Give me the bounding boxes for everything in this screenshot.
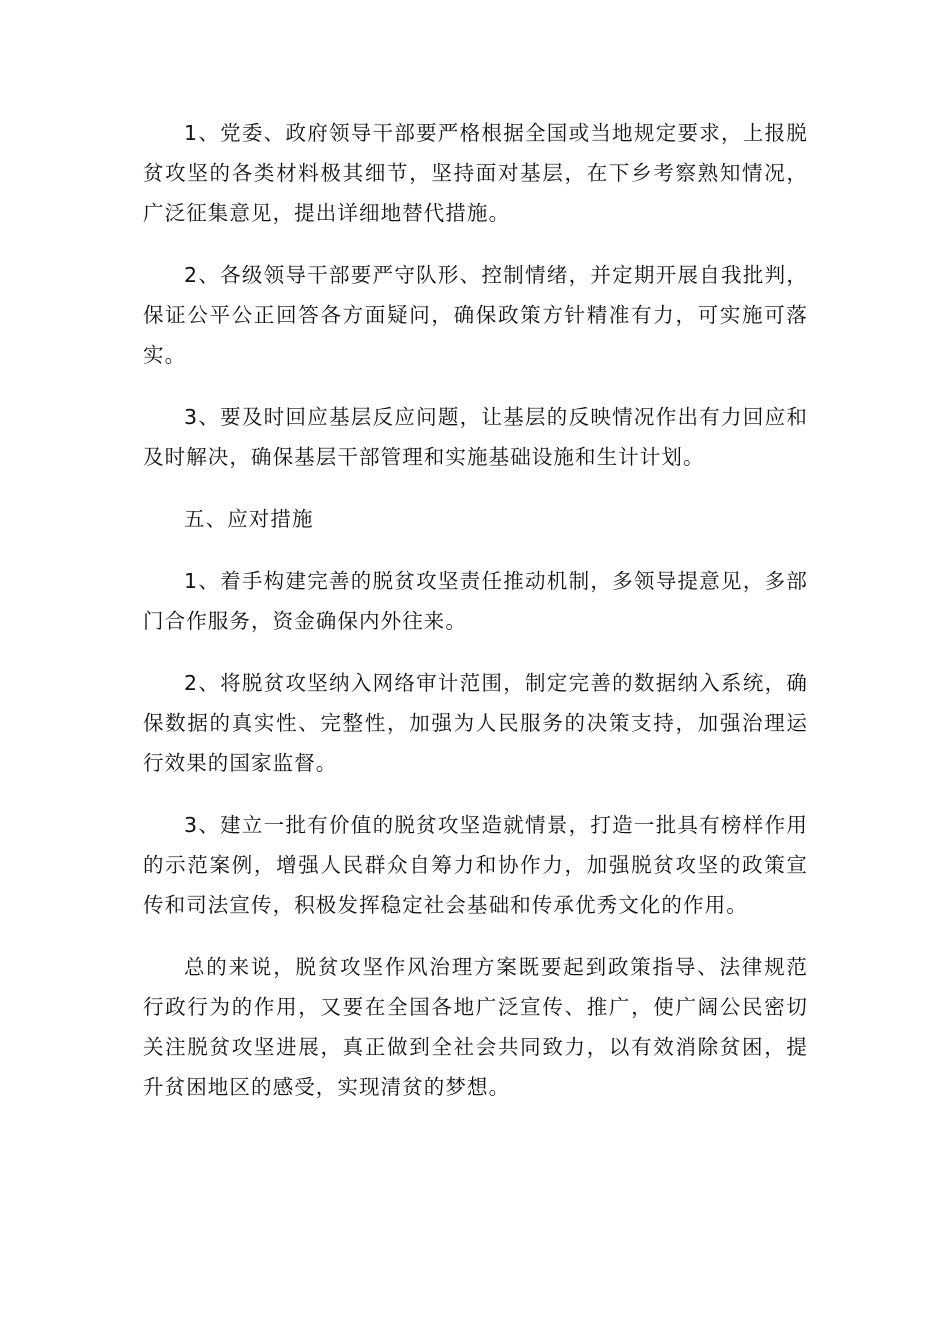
paragraph-responsibility-1: 1、党委、政府领导干部要严格根据全国或当地规定要求，上报脱贫攻坚的各类材料极其细节，坚持面对基层，在下乡考察熟知情况，广泛征集意见，提出详细地替代措施。 — [143, 121, 808, 225]
document-page — [143, 113, 808, 1129]
conclusion-paragraph: 总的来说，脱贫攻坚作风治理方案既要起到政策指导、法律规范行政行为的作用，又要在全国各地广泛宣传、推广，使广阔公民密切关注脱贫攻坚进展，真正做到全社会共同致力，以有效消除贫困，提升贫困地区的感受，实现清贫的梦想。 — [143, 955, 808, 1099]
paragraph-measure-1: 1、着手构建完善的脱贫攻坚责任推动机制，多领导提意见，多部门合作服务，资金确保内外往来。 — [143, 569, 808, 633]
paragraph-responsibility-3: 3、要及时回应基层反应问题，让基层的反映情况作出有力回应和及时解决，确保基层干部管理和实施基础设施和生计计划。 — [143, 405, 808, 469]
paragraph-responsibility-2: 2、各级领导干部要严守队形、控制情绪，并定期开展自我批判，保证公平公正回答各方面疑问，确保政策方针精准有力，可实施可落实。 — [143, 263, 808, 367]
paragraph-measure-3: 3、建立一批有价值的脱贫攻坚造就情景，打造一批具有榜样作用的示范案例，增强人民群众自筹力和协作力，加强脱贫攻坚的政策宣传和司法宣传，积极发挥稳定社会基础和传承优秀文化的作用。 — [143, 813, 808, 917]
section-heading: 五、应对措施 — [184, 507, 314, 531]
paragraph-measure-2: 2、将脱贫攻坚纳入网络审计范围，制定完善的数据纳入系统，确保数据的真实性、完整性，加强为人民服务的决策支持，加强治理运行效果的国家监督。 — [143, 671, 808, 775]
